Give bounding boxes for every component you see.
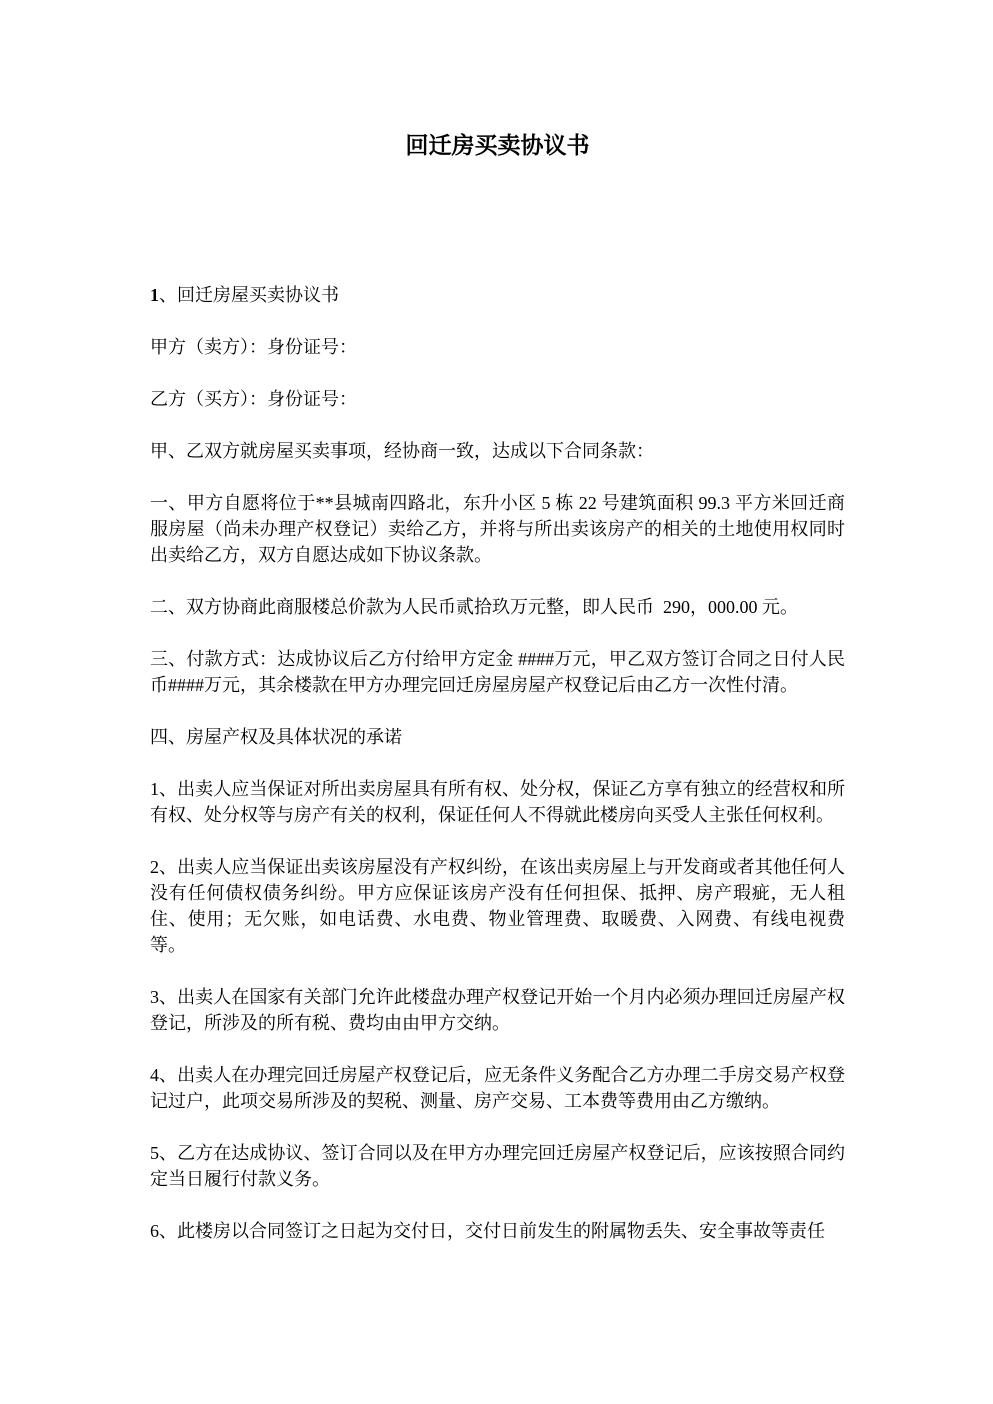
- clause-two: 二、双方协商此商服楼总价款为人民币贰拾玖万元整，即人民币 290，000.00 元。: [150, 597, 798, 617]
- paragraph-party-b: 乙方（买方）：身份证号：: [150, 389, 357, 409]
- clause-list-heading-text: 、回迁房屋买卖协议书: [159, 285, 339, 305]
- document-title: 回迁房买卖协议书: [405, 133, 590, 158]
- clause-four-item-1: 1、出卖人应当保证对所出卖房屋具有所有权、处分权，保证乙方享有独立的经营权和所有权、处分权等与房产有关的权利，保证任何人不得就此楼房向买受人主张任何权利。: [150, 779, 845, 825]
- clause-one: 一、甲方自愿将位于**县城南四路北，东升小区 5 栋 22 号建筑面积 99.3 平方米回迁商服房屋（尚未办理产权登记）卖给乙方，并将与所出卖该房产的相关的土地使用权同时出卖给乙方，双方自愿达成如下协议条款。: [150, 493, 845, 565]
- clause-four-item-4: 4、出卖人在办理完回迁房屋产权登记后，应无条件义务配合乙方办理二手房交易产权登记过户，此项交易所涉及的契税、测量、房产交易、工本费等费用由乙方缴纳。: [150, 1065, 845, 1111]
- paragraph-party-a: 甲方（卖方）：身份证号：: [150, 337, 357, 357]
- paragraph-preamble: 甲、乙双方就房屋买卖事项，经协商一致，达成以下合同条款：: [150, 441, 654, 461]
- clause-list-heading-number: 1: [150, 285, 159, 305]
- clause-four-item-6: 6、此楼房以合同签订之日起为交付日，交付日前发生的附属物丢失、安全事故等责任: [150, 1221, 825, 1241]
- clause-four-heading: 四、房屋产权及具体状况的承诺: [150, 727, 402, 747]
- clause-four-item-5: 5、乙方在达成协议、签订合同以及在甲方办理完回迁房屋产权登记后，应该按照合同约定当日履行付款义务。: [150, 1143, 845, 1189]
- clause-four-item-2: 2、出卖人应当保证出卖该房屋没有产权纠纷，在该出卖房屋上与开发商或者其他任何人没有任何债权债务纠纷。甲方应保证该房产没有任何担保、抵押、房产瑕疵，无人租住、使用；无欠账，如电话费、水电费、物业管理费、取暖费、入网费、有线电视费等。: [150, 857, 845, 955]
- clause-three: 三、付款方式：达成协议后乙方付给甲方定金 ####万元，甲乙双方签订合同之日付人民币####万元，其余楼款在甲方办理完回迁房屋房屋产权登记后由乙方一次性付清。: [150, 649, 845, 695]
- clause-list-heading: [150, 282, 845, 308]
- clause-four-item-3: 3、出卖人在国家有关部门允许此楼盘办理产权登记开始一个月内必须办理回迁房屋产权登记，所涉及的所有税、费均由由甲方交纳。: [150, 987, 845, 1033]
